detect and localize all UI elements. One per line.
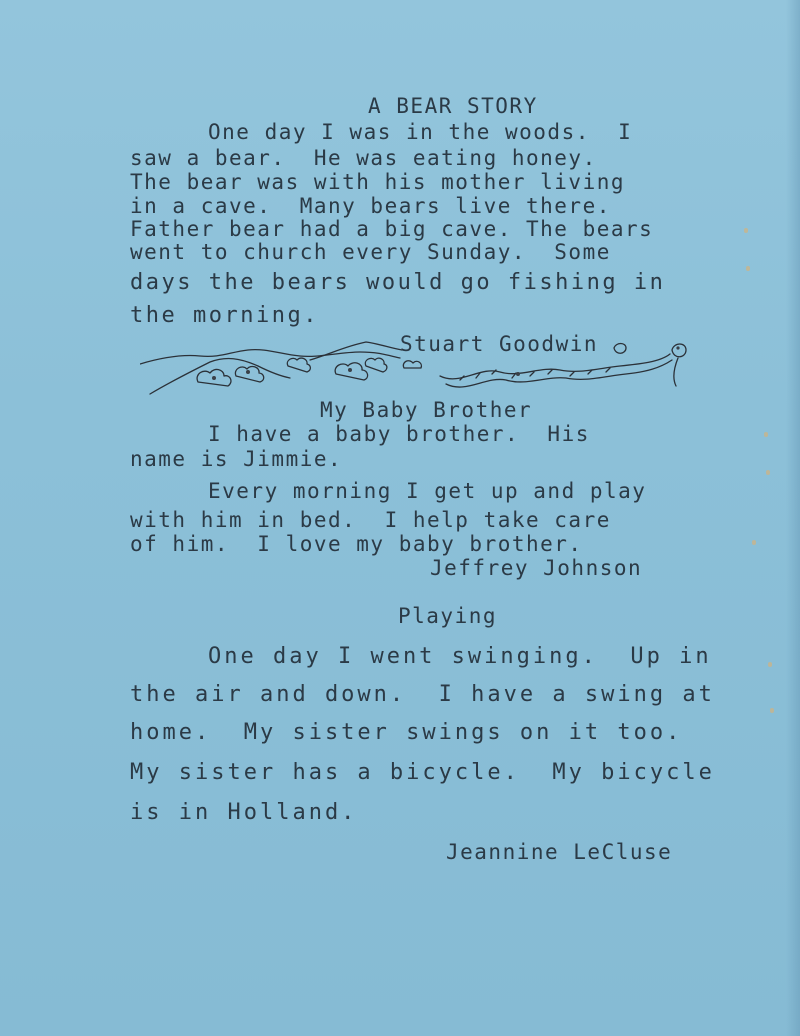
story1-line: in a cave. Many bears live there. xyxy=(130,194,611,218)
paper-speck xyxy=(746,266,750,271)
story1-line: the morning. xyxy=(130,303,319,328)
story3-line: My sister has a bicycle. My bicycle xyxy=(130,760,715,785)
story2-line: Every morning I get up and play xyxy=(208,479,647,503)
story3-title: Playing xyxy=(398,604,498,628)
paper-speck xyxy=(768,662,772,667)
story2-line: I have a baby brother. His xyxy=(208,422,590,446)
story3-line: the air and down. I have a swing at xyxy=(130,682,715,707)
paper-speck xyxy=(752,540,756,545)
paper-edge xyxy=(786,0,800,1036)
story1-line: days the bears would go fishing in xyxy=(130,270,666,295)
story1-line: saw a bear. He was eating honey. xyxy=(130,146,597,170)
story3-line: home. My sister swings on it too. xyxy=(130,720,683,745)
paper-speck xyxy=(766,470,770,475)
story2-line: of him. I love my baby brother. xyxy=(130,532,583,556)
paper-speck xyxy=(764,432,768,437)
story3-line: is in Holland. xyxy=(130,800,358,825)
story1-line: One day I was in the woods. I xyxy=(208,120,633,144)
story1-author: Stuart Goodwin xyxy=(400,332,599,356)
story1-line: Father bear had a big cave. The bears xyxy=(130,217,654,241)
paper-speck xyxy=(744,228,748,233)
story3-author: Jeannine LeCluse xyxy=(446,840,673,864)
bear-landscape-drawing xyxy=(140,332,700,402)
story2-author: Jeffrey Johnson xyxy=(430,556,643,580)
story1-line: The bear was with his mother living xyxy=(130,170,626,194)
story2-line: name is Jimmie. xyxy=(130,447,343,471)
story1-title: A BEAR STORY xyxy=(368,94,538,118)
paper-speck xyxy=(770,708,774,713)
story2-title: My Baby Brother xyxy=(320,398,533,422)
story2-line: with him in bed. I help take care xyxy=(130,508,611,532)
story3-line: One day I went swinging. Up in xyxy=(208,644,712,669)
story1-line: went to church every Sunday. Some xyxy=(130,240,611,264)
